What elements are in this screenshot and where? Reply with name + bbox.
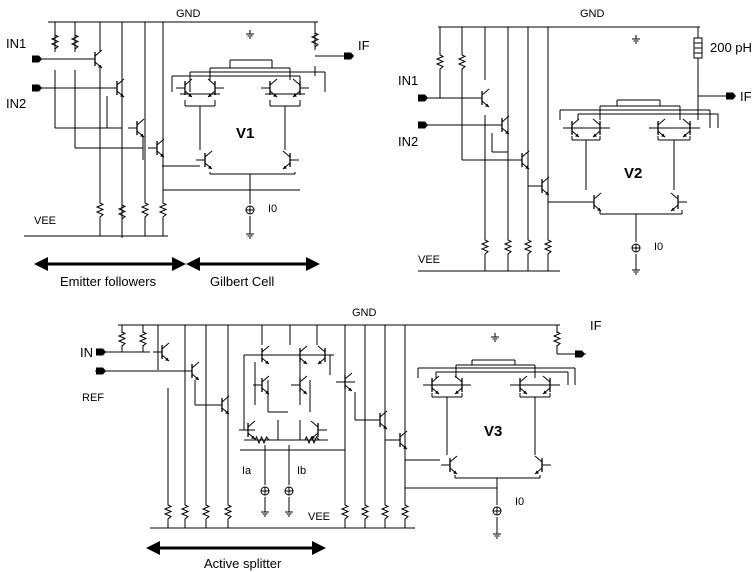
v2-in2-label: IN2	[398, 134, 419, 149]
v1-gilbert-cell-label: Gilbert Cell	[210, 274, 275, 289]
v3-i0-label: I0	[515, 496, 525, 508]
v3-in-label: IN	[80, 345, 93, 360]
circuit-v3	[80, 307, 602, 571]
v1-vee-label: VEE	[34, 215, 57, 227]
v1-name-label: V1	[236, 125, 255, 142]
v2-if-label: IF	[740, 89, 752, 104]
v1-wires	[24, 22, 345, 238]
v2-in1-label: IN1	[398, 73, 419, 88]
v1-in1-label: IN1	[6, 36, 27, 51]
v1-if-label: IF	[358, 38, 370, 53]
v3-vee-label: VEE	[308, 511, 331, 523]
v2-wires	[418, 27, 728, 271]
v3-if-label: IF	[590, 318, 602, 333]
v2-gnd-label: GND	[580, 8, 605, 20]
v3-wires	[95, 325, 586, 530]
circuit-v2	[398, 8, 752, 274]
v2-resistors	[437, 52, 551, 257]
v2-cap-label: 200 pH	[710, 40, 752, 55]
v3-ib-label: Ib	[297, 465, 307, 477]
v2-vee-label: VEE	[418, 254, 441, 266]
v2-name-label: V2	[624, 165, 643, 182]
v1-block-arrows	[34, 257, 320, 271]
v2-i0-label: I0	[654, 241, 664, 253]
v1-i0-label: I0	[268, 203, 278, 215]
v3-gnd-label: GND	[352, 307, 377, 319]
circuit-v1	[6, 8, 370, 289]
v1-gnd-label: GND	[176, 8, 201, 20]
v1-emitter-followers-label: Emitter followers	[60, 274, 157, 289]
v3-active-splitter-label: Active splitter	[204, 556, 282, 571]
v1-in2-label: IN2	[6, 96, 27, 111]
v3-name-label: V3	[484, 423, 503, 440]
v3-block-arrow	[146, 541, 326, 555]
v3-sources	[261, 333, 501, 538]
v3-ia-label: Ia	[242, 465, 252, 477]
v3-ref-label: REF	[82, 392, 104, 404]
v2-capacitor	[694, 38, 702, 58]
v3-transistors	[153, 343, 559, 474]
